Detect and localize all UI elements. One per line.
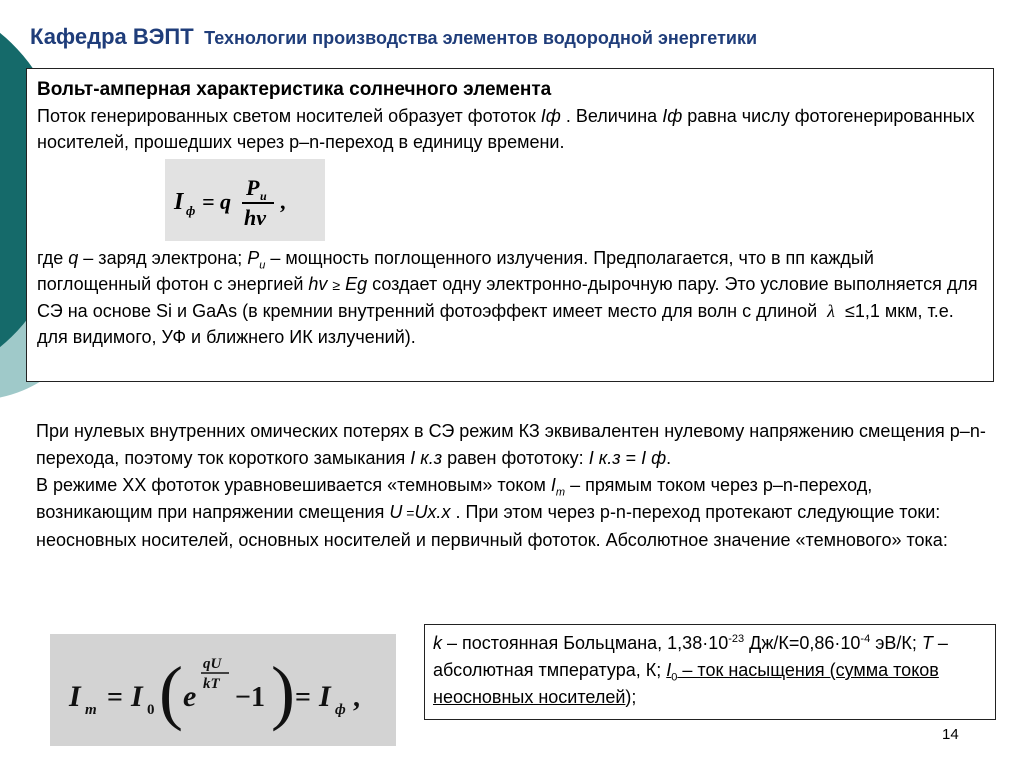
body-text bbox=[36, 418, 992, 554]
dark-current-formula bbox=[50, 634, 396, 746]
text-run: где bbox=[37, 248, 69, 268]
formula-equals-q: = q bbox=[202, 189, 232, 214]
text-run: Поток генерированных светом носителей образует фототок bbox=[37, 106, 541, 126]
formula2-e: e bbox=[183, 680, 197, 713]
text-run: создает одну электронно-дырочную пару. Это условие выполняется для СЭ на основе Si и GaAs (в кремнии внутренний фотоэффект имеет место для волн с длиной bbox=[37, 274, 978, 321]
legend-box bbox=[424, 624, 996, 720]
photocurrent-formula bbox=[165, 159, 325, 241]
text-run: . При этом через р-n-переход протекают следующие токи: неосновных носителей, основных носителей и первичный фототок. Абсолютное значение «темнового» тока: bbox=[36, 502, 948, 550]
symbol-hv: hv bbox=[308, 274, 328, 294]
formula2-open-paren: ( bbox=[159, 652, 183, 732]
formula2-i0-subscript: 0 bbox=[147, 702, 155, 718]
text-run: – ток насыщения (сумма токов неосновных носителей bbox=[433, 660, 939, 707]
text-run: = bbox=[402, 505, 415, 521]
text-run: равна числу фотогенерированных носителей, прошедших через р–n-переход в единицу времени. bbox=[37, 106, 975, 152]
slide-header bbox=[30, 24, 757, 50]
symbol-p: P bbox=[247, 248, 260, 268]
text-run: эВ/К; bbox=[870, 633, 922, 653]
symbol-im: I bbox=[550, 475, 556, 495]
formula2-equals-2: = bbox=[295, 682, 311, 713]
formula-lhs: I bbox=[174, 189, 184, 215]
photocurrent-paragraph bbox=[37, 103, 983, 155]
text-run: равен фототоку: bbox=[442, 448, 589, 468]
formula2-exp-denominator: kT bbox=[203, 676, 220, 692]
symbol-u: U bbox=[389, 502, 403, 522]
formula2-comma: , bbox=[353, 682, 360, 713]
symbol-k: k bbox=[433, 633, 442, 653]
symbol-eg: Eg bbox=[345, 274, 368, 294]
text-run: ); bbox=[625, 687, 637, 707]
section-title: Вольт-амперная характеристика солнечного элемента bbox=[37, 79, 552, 100]
formula2-lhs: I bbox=[69, 680, 81, 713]
formula2-lhs-subscript: m bbox=[85, 702, 97, 718]
symbol-iph: I ф bbox=[641, 448, 667, 468]
symbol-t: T bbox=[921, 633, 933, 653]
symbol-im-subscript: m bbox=[555, 486, 566, 499]
symbol-isc: I к.з bbox=[588, 448, 621, 468]
formula2-minus-one: −1 bbox=[235, 682, 265, 713]
symbol-photocurrent: Iф bbox=[540, 106, 561, 126]
text-run: – мощность поглощенного излучения. Предполагается, что в пп каждый поглощенный фотон с энергией bbox=[37, 248, 874, 294]
formula-lhs-subscript: ф bbox=[186, 203, 196, 218]
explanation-paragraph bbox=[37, 245, 983, 350]
text-run: – прямым током через р–n-переход, возникающим при напряжении смещения bbox=[36, 475, 873, 522]
text-run: В режиме ХХ фототок уравновешивается «темновым» током bbox=[36, 475, 551, 495]
symbol-p-subscript: u bbox=[259, 259, 266, 272]
text-run: При нулевых внутренних омических потерях в СЭ режим КЗ эквивалентен нулевому напряжению смещения р–n-перехода, поэтому ток короткого замыкания bbox=[36, 421, 986, 468]
photocurrent-formula-svg bbox=[170, 165, 320, 235]
formula2-equals: = bbox=[107, 682, 123, 713]
course-title: Технологии производства элементов водородной энергетики bbox=[204, 28, 758, 48]
formula2-rhs-subscript: ф bbox=[335, 702, 346, 718]
symbol-lambda: λ bbox=[827, 301, 835, 321]
symbol-uxx: Ux.x bbox=[414, 502, 451, 522]
symbol-photocurrent: Iф bbox=[662, 106, 683, 126]
formula2-close-paren: ) bbox=[271, 652, 295, 732]
formula2-i0: I bbox=[131, 680, 143, 713]
exponent: -23 bbox=[728, 633, 745, 645]
text-run: . bbox=[666, 448, 672, 468]
formula2-rhs: I bbox=[319, 680, 331, 713]
symbol-q: q bbox=[68, 248, 79, 268]
formula-comma: , bbox=[280, 189, 286, 214]
text-run: . Величина bbox=[560, 106, 663, 126]
formula-numerator: P bbox=[246, 175, 260, 200]
text-run: – абсолютная тмпература, К; bbox=[433, 633, 948, 680]
text-run: 1,1 мкм, т.е. для видимого, УФ и ближнего ИК излучений). bbox=[37, 301, 954, 347]
exponent: -4 bbox=[860, 633, 871, 645]
formula-denominator: hv bbox=[244, 205, 266, 230]
formula2-exp-numerator: qU bbox=[203, 656, 222, 672]
definition-box bbox=[26, 68, 994, 382]
dark-current-formula-svg bbox=[63, 640, 383, 740]
symbol-le: ≤ bbox=[844, 301, 855, 321]
text-run: = bbox=[620, 448, 642, 468]
text-run: Дж/К=0,86·10 bbox=[744, 633, 861, 653]
department-title: Кафедра ВЭПТ bbox=[30, 24, 194, 49]
symbol-ge: ≥ bbox=[332, 277, 341, 293]
symbol-isc: I к.з bbox=[410, 448, 443, 468]
symbol-i0-subscript: 0 bbox=[671, 671, 678, 684]
open-circuit-paragraph bbox=[36, 472, 992, 554]
symbol-i0: I bbox=[666, 660, 672, 680]
text-run: – постоянная Больцмана, 1,38·10 bbox=[442, 633, 729, 653]
short-circuit-paragraph bbox=[36, 418, 992, 472]
formula-numerator-subscript: u bbox=[260, 189, 267, 203]
page-number: 14 bbox=[942, 726, 959, 743]
text-run: – заряд электрона; bbox=[78, 248, 248, 268]
